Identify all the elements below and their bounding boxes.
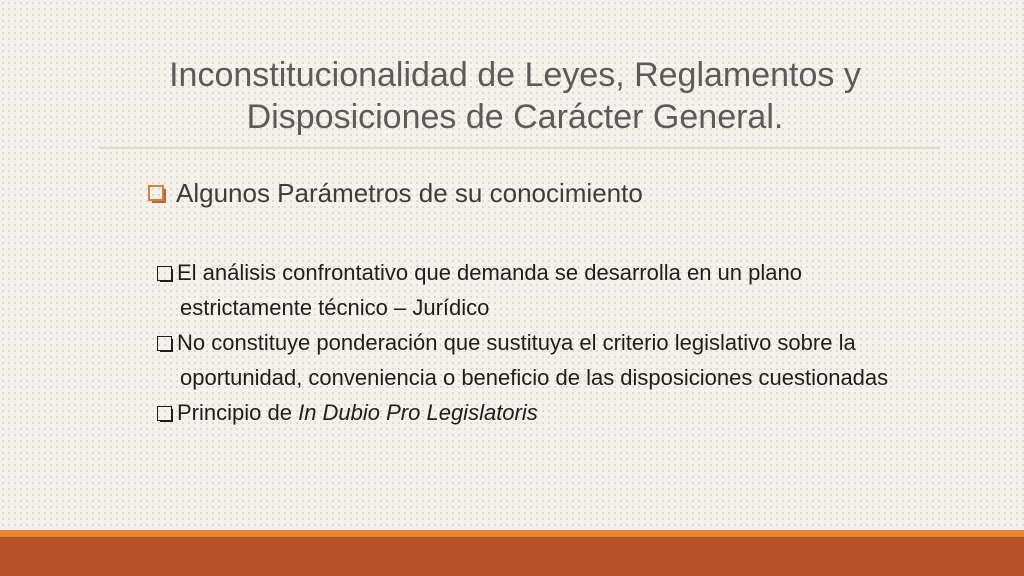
list-item — [157, 325, 897, 395]
title-line-1: Inconstitucionalidad de Leyes, Reglamentos y — [169, 56, 861, 94]
checkbox-bullet-icon — [157, 336, 172, 351]
subheading — [148, 175, 643, 211]
list-item — [157, 395, 897, 430]
title-divider — [100, 147, 940, 149]
subheading-text: Algunos Parámetros de su conocimiento — [176, 178, 643, 208]
footer-accent-stripe — [0, 530, 1024, 537]
slide-title — [90, 54, 940, 138]
list-item — [157, 255, 897, 325]
checkbox-bullet-icon — [148, 185, 164, 201]
bullet-text: El análisis confrontativo que demanda se desarrolla en un plano estrictamente técnico – Jurídico — [177, 260, 802, 320]
bullet-list — [157, 255, 897, 430]
bullet-text: No constituye ponderación que sustituya el criterio legislativo sobre la oportunidad, conveniencia o beneficio de las disposiciones cuestionadas — [177, 330, 889, 390]
bullet-text-italic: In Dubio Pro Legislatoris — [298, 400, 538, 425]
checkbox-bullet-icon — [157, 406, 172, 421]
bullet-text-prefix: Principio de — [177, 400, 299, 425]
title-line-2: Disposiciones de Carácter General. — [246, 98, 784, 136]
footer-band — [0, 537, 1024, 576]
checkbox-bullet-icon — [157, 266, 172, 281]
